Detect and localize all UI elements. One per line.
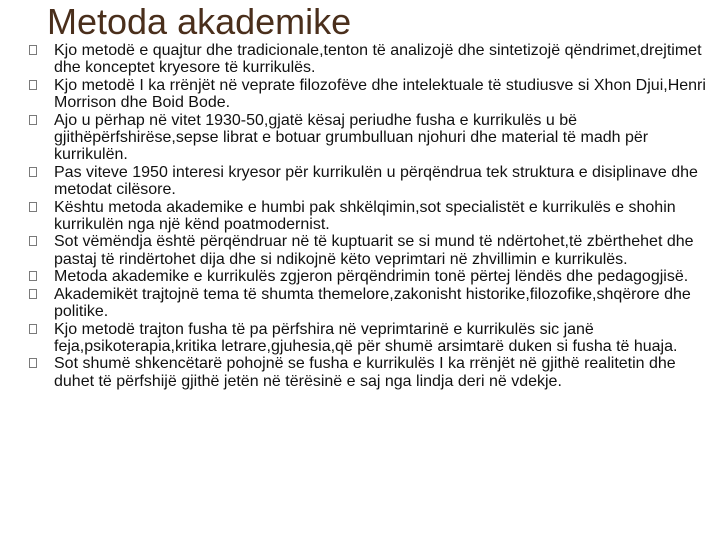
list-item [28,286,708,321]
list-item [28,321,708,356]
list-item [28,233,708,268]
list-item-text: Sot vëmëndja është përqëndruar në të kuptuarit se si mund të ndërtohet,të zbërthehet dhe pastaj të rindërtohet dija dhe si ndikojnë këto veprimtari në zhvillimin e kurrikulës. [54,233,694,268]
list-item [28,268,708,285]
bullet-icon [29,202,37,212]
list-item-text: Kështu metoda akademike e humbi pak shkëlqimin,sot specialistët e kurrikulës e shohin kurrikulën nga një kënd poatmodernist. [54,198,676,234]
list-item [28,199,708,234]
list-item [28,42,708,77]
bullet-icon [29,167,37,177]
list-item-text: Kjo metodë trajton fusha të pa përfshira në veprimtarinë e kurrikulës sic janë feja,psikoterapia,kritika letrare,gjuhesia,që për shumë arsimtarë duken si fusha të huaja. [54,320,678,355]
list-item-text: Kjo metodë I ka rrënjët në veprate filozofëve dhe intelektuale të studiusve si Xhon Djui,Henri Morrison dhe Boid Bode. [54,76,706,112]
list-item-text: Kjo metodë e quajtur dhe tradicionale,tenton të analizojë dhe sintetizojë qëndrimet,drejtimet dhe konceptet kryesore të kurrikulës. [54,42,702,77]
bullet-icon [29,45,37,55]
list-item-text: Sot shumë shkencëtarë pohojnë se fusha e kurrikulës I ka rrënjët në gjithë realitetin dhe duhet të përfshijë gjithë jetën në tërësinë e saj nga lindja deri në vdekje. [54,355,676,390]
bullet-icon [29,236,37,246]
list-item-text: Metoda akademike e kurrikulës zgjeron përqëndrimin tonë përtej lëndës dhe pedagogjisë. [54,268,689,286]
list-item [28,77,708,112]
bullet-icon [29,358,37,368]
bullet-icon [29,289,37,299]
bullet-icon [29,80,37,90]
bullet-icon [29,115,37,125]
bullet-icon [29,271,37,281]
slide-title: Metoda akademike [47,1,352,42]
list-item-text: Pas viteve 1950 interesi kryesor për kurrikulën u përqëndrua tek struktura e disiplinave dhe metodat cilësore. [54,163,698,199]
list-item-text: Ajo u përhap në vitet 1930-50,gjatë kësaj periudhe fusha e kurrikulës u bë gjithëpërfshirëse,sepse librat e botuar grumbulluan njohuri dhe material të madh për kurrikulën. [54,111,649,164]
list-item [28,112,708,164]
list-item [28,355,708,390]
list-item [28,164,708,199]
bullet-icon [29,324,37,334]
list-item-text: Akademikët trajtojnë tema të shumta themelore,zakonisht historike,filozofike,shqërore dhe politike. [54,285,691,321]
bullet-list [28,42,708,390]
